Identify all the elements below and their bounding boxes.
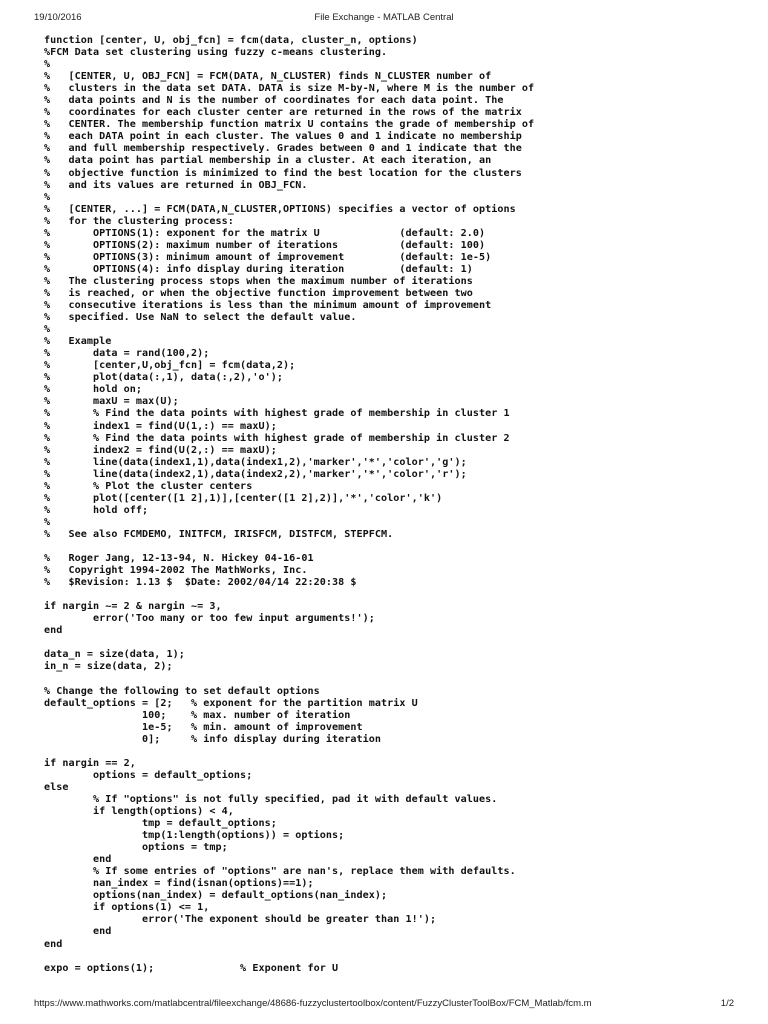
code-line: % plot([center([1 2],1)],[center([1 2],2)],'*','color','k') xyxy=(44,492,443,504)
code-line: % xyxy=(44,516,51,528)
code-line: % hold off; xyxy=(44,504,149,516)
code-line: % index1 = find(U(1,:) == maxU); xyxy=(44,420,277,432)
code-line: end xyxy=(44,938,63,950)
code-line: if nargin == 2, xyxy=(44,757,136,769)
code-line xyxy=(44,589,534,601)
code-line: % xyxy=(44,191,51,203)
code-line: % hold on; xyxy=(44,384,143,396)
code-line: % OPTIONS(3): minimum amount of improvement (default: 1e-5) xyxy=(44,251,492,263)
source-url: https://www.mathworks.com/matlabcentral/fileexchange/48686-fuzzyclustertoolbox/content/FuzzyClusterToolBox/FCM_Matlab/fcm.m xyxy=(34,998,592,1009)
code-line: % [CENTER, ...] = FCM(DATA,N_CLUSTER,OPTIONS) specifies a vector of options xyxy=(44,203,516,215)
code-line: % consecutive iterations is less than the minimum amount of improvement xyxy=(44,300,492,312)
code-line: % If "options" is not fully specified, pad it with default values. xyxy=(44,793,498,805)
code-line: % coordinates for each cluster center are returned in the rows of the matrix xyxy=(44,107,522,119)
code-line: % Copyright 1994-2002 The MathWorks, Inc. xyxy=(44,565,308,577)
code-line: end xyxy=(44,854,112,866)
code-line: else xyxy=(44,781,69,793)
code-line: options(nan_index) = default_options(nan_index); xyxy=(44,890,388,902)
code-line: % See also FCMDEMO, INITFCM, IRISFCM, DISTFCM, STEPFCM. xyxy=(44,528,394,540)
code-line: % % Find the data points with highest grade of membership in cluster 1 xyxy=(44,408,510,420)
code-line: % Example xyxy=(44,336,112,348)
code-line: % is reached, or when the objective function improvement between two xyxy=(44,287,473,299)
code-line: expo = options(1); % Exponent for U xyxy=(44,962,339,974)
code-line: options = default_options; xyxy=(44,769,253,781)
code-line: % data points and N is the number of coordinates for each data point. The xyxy=(44,95,504,107)
code-line xyxy=(44,541,534,553)
code-line xyxy=(44,951,534,963)
code-line: % each DATA point in each cluster. The values 0 and 1 indicate no membership xyxy=(44,131,522,143)
page-title: File Exchange - MATLAB Central xyxy=(314,12,454,23)
code-line: % specified. Use NaN to select the default value. xyxy=(44,312,357,324)
code-line: % $Revision: 1.13 $ $Date: 2002/04/14 22:20:38 $ xyxy=(44,577,357,589)
code-line: % objective function is minimized to find the best location for the clusters xyxy=(44,167,522,179)
code-line: if options(1) <= 1, xyxy=(44,902,210,914)
code-line: 100; % max. number of iteration xyxy=(44,709,351,721)
code-line: % xyxy=(44,59,51,71)
code-line: tmp(1:length(options)) = options; xyxy=(44,830,345,842)
code-line: % Change the following to set default options xyxy=(44,685,320,697)
code-line: end xyxy=(44,926,112,938)
code-line: function [center, U, obj_fcn] = fcm(data, cluster_n, options) xyxy=(44,35,418,46)
code-line: tmp = default_options; xyxy=(44,818,277,830)
page-number: 1/2 xyxy=(720,998,734,1009)
code-line: % xyxy=(44,324,51,336)
code-line: options = tmp; xyxy=(44,842,228,854)
code-line: % for the clustering process: xyxy=(44,215,234,227)
code-line: % OPTIONS(2): maximum number of iterations (default: 100) xyxy=(44,239,486,251)
code-line: % line(data(index2,1),data(index2,2),'marker','*','color','r'); xyxy=(44,468,467,480)
code-line: data_n = size(data, 1); xyxy=(44,649,185,661)
code-line: % data point has partial membership in a cluster. At each iteration, an xyxy=(44,155,492,167)
code-line: % line(data(index1,1),data(index1,2),'marker','*','color','g'); xyxy=(44,456,467,468)
code-line: % CENTER. The membership function matrix U contains the grade of membership of xyxy=(44,119,535,131)
code-line: 0]; % info display during iteration xyxy=(44,733,381,745)
code-line: % OPTIONS(4): info display during iteration (default: 1) xyxy=(44,263,473,275)
code-line xyxy=(44,637,534,649)
code-line: % [center,U,obj_fcn] = fcm(data,2); xyxy=(44,360,296,372)
code-line: % OPTIONS(1): exponent for the matrix U (default: 2.0) xyxy=(44,227,486,239)
code-line xyxy=(44,746,534,758)
print-date: 19/10/2016 xyxy=(34,12,82,23)
code-line: % and full membership respectively. Grades between 0 and 1 indicate that the xyxy=(44,143,522,155)
code-line: % and its values are returned in OBJ_FCN. xyxy=(44,179,308,191)
code-line: % maxU = max(U); xyxy=(44,396,179,408)
code-line: % plot(data(:,1), data(:,2),'o'); xyxy=(44,372,283,384)
code-line: % [CENTER, U, OBJ_FCN] = FCM(DATA, N_CLUSTER) finds N_CLUSTER number of xyxy=(44,71,492,83)
code-line: in_n = size(data, 2); xyxy=(44,661,173,673)
code-line: % % Plot the cluster centers xyxy=(44,480,253,492)
code-line: error('The exponent should be greater than 1!'); xyxy=(44,914,437,926)
code-listing xyxy=(44,35,534,975)
page-header xyxy=(0,12,768,26)
code-line: %FCM Data set clustering using fuzzy c-means clustering. xyxy=(44,47,388,59)
code-line: % The clustering process stops when the maximum number of iterations xyxy=(44,275,473,287)
code-line: nan_index = find(isnan(options)==1); xyxy=(44,878,314,890)
code-line: 1e-5; % min. amount of improvement xyxy=(44,721,363,733)
code-line: end xyxy=(44,625,63,637)
code-line: default_options = [2; % exponent for the partition matrix U xyxy=(44,697,418,709)
code-line: % index2 = find(U(2,:) == maxU); xyxy=(44,444,277,456)
code-line: error('Too many or too few input arguments!'); xyxy=(44,613,375,625)
code-line: % % Find the data points with highest grade of membership in cluster 2 xyxy=(44,432,510,444)
code-line: % Roger Jang, 12-13-94, N. Hickey 04-16-01 xyxy=(44,553,314,565)
page-footer xyxy=(0,998,768,1012)
code-line: if nargin ~= 2 & nargin ~= 3, xyxy=(44,601,222,613)
code-line: % clusters in the data set DATA. DATA is size M-by-N, where M is the number of xyxy=(44,83,535,95)
code-line: % data = rand(100,2); xyxy=(44,348,210,360)
code-line xyxy=(44,673,534,685)
code-line: % If some entries of "options" are nan's, replace them with defaults. xyxy=(44,866,516,878)
code-line: if length(options) < 4, xyxy=(44,806,234,817)
